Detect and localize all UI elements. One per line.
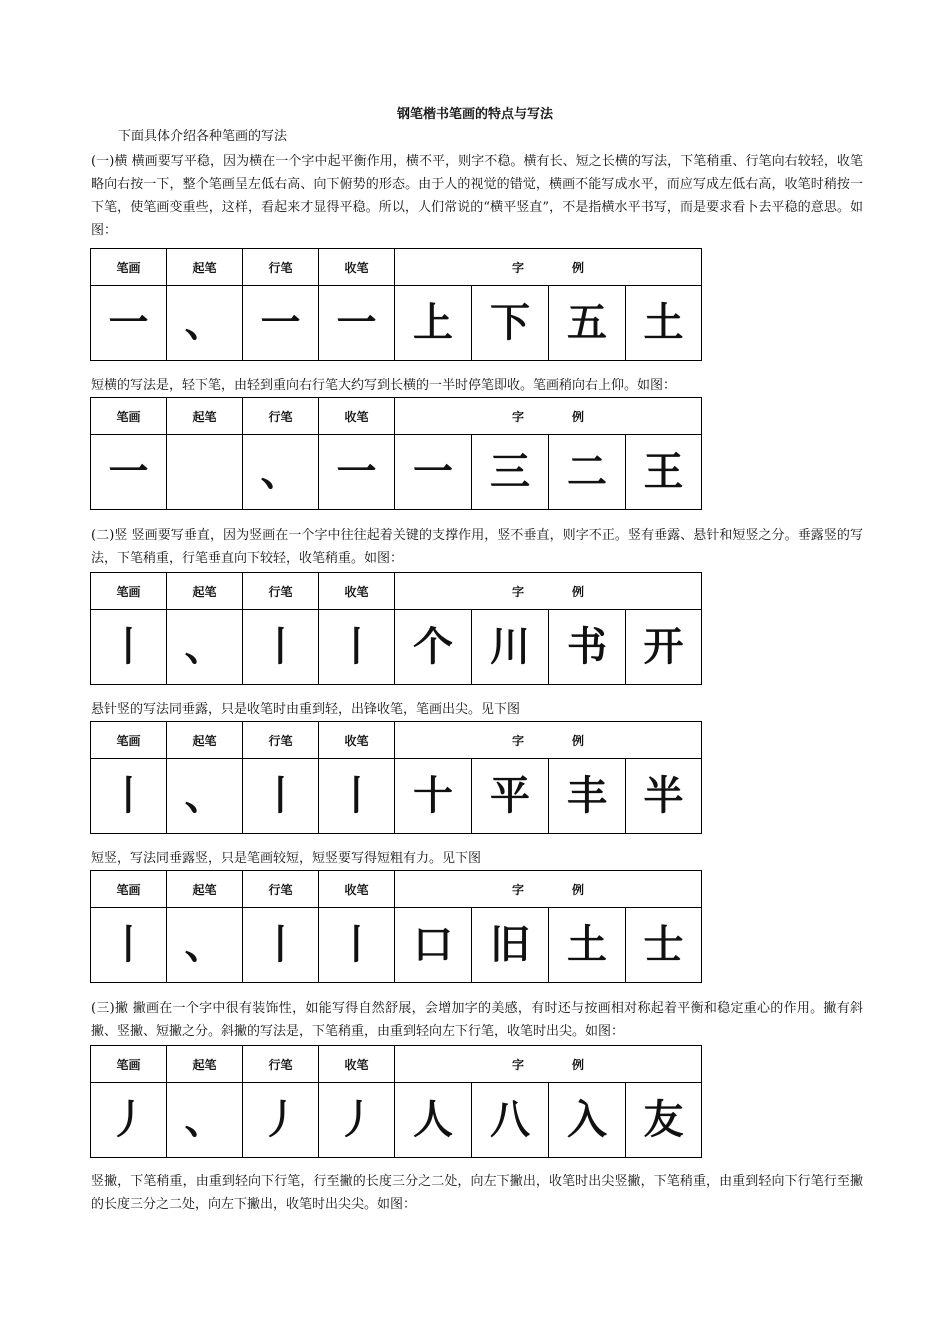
section-pie-text: (三)撇 撇画在一个字中很有装饰性，如能写得自然舒展，会增加字的美感，有时还与按画相对称起着平衡和稳定重心的作用。撇有斜撇、竖撇、短撇之分。斜撇的写法是，下笔稍重，由重到轻向左下行笔，收笔时出尖。如图： (91, 1001, 863, 1039)
cell-example: 友 (626, 1083, 702, 1158)
cell-example: 士 (626, 908, 702, 983)
header-start: 起笔 (167, 1046, 243, 1083)
header-start: 起笔 (167, 722, 243, 759)
stroke-table-pie (90, 1045, 702, 1158)
header-stroke: 笔画 (91, 722, 167, 759)
cell-stroke: 丨 (91, 759, 167, 834)
stroke-table-xuanzhen (90, 721, 702, 834)
cell-example: 半 (626, 759, 702, 834)
cell-move: 一 (243, 286, 319, 361)
cell-end: 丨 (319, 759, 395, 834)
cell-example: 口 (395, 908, 472, 983)
header-stroke: 笔画 (91, 1046, 167, 1083)
cell-example: 土 (549, 908, 626, 983)
cell-example: 川 (472, 610, 549, 685)
section-heng-text: (一)横 横画要写平稳，因为横在一个字中起平衡作用，横不平，则字不稳。横有长、短之长横的写法，下笔稍重、行笔向右较轻，收笔略向右按一下，整个笔画呈左低右高、向下俯势的形态。由于人的视觉的错觉，横画不能写成水平，而应写成左低右高，收笔时稍按一下笔，使笔画变重些，这样，看起来才显得平稳。所以，人们常说的“横平竖直”，不是指横水平书写，而是要求看卜去平稳的意思。如图： (91, 154, 863, 238)
header-move: 行笔 (243, 871, 319, 908)
cell-example: 土 (626, 286, 702, 361)
cell-example: 平 (472, 759, 549, 834)
header-examples: 字 例 (395, 722, 702, 759)
cell-stroke: 丿 (91, 1083, 167, 1158)
cell-start: 、 (167, 610, 243, 685)
intro-text: 下面具体介绍各种笔画的写法 (118, 129, 288, 144)
cell-end: 丨 (319, 908, 395, 983)
header-stroke: 笔画 (91, 249, 167, 286)
header-examples: 字 例 (395, 1046, 702, 1083)
cell-example: 人 (395, 1083, 472, 1158)
cell-stroke: 一 (91, 435, 167, 510)
cell-move: 丨 (243, 759, 319, 834)
cell-example: 八 (472, 1083, 549, 1158)
header-examples: 字 例 (395, 249, 702, 286)
cell-example: 二 (549, 435, 626, 510)
cell-start: 、 (167, 759, 243, 834)
cell-stroke: 丨 (91, 610, 167, 685)
stroke-table-chuilu (90, 572, 702, 685)
cell-end: 丨 (319, 610, 395, 685)
cell-start: 、 (167, 908, 243, 983)
header-stroke: 笔画 (91, 871, 167, 908)
cell-example: 书 (549, 610, 626, 685)
cell-move: 丿 (243, 1083, 319, 1158)
cell-start: 、 (167, 286, 243, 361)
cell-example: 个 (395, 610, 472, 685)
section-short-heng-text: 短横的写法是，轻下笔，由轻到重向右行笔大约写到长横的一半时停笔即收。笔画稍向右上仰。如图： (91, 378, 677, 393)
cell-example: 丰 (549, 759, 626, 834)
header-move: 行笔 (243, 249, 319, 286)
header-end: 收笔 (319, 573, 395, 610)
cell-example: 王 (626, 435, 702, 510)
stroke-table-short-shu (90, 870, 702, 983)
header-move: 行笔 (243, 573, 319, 610)
cell-example: 三 (472, 435, 549, 510)
cell-end: 一 (319, 286, 395, 361)
cell-end: 丿 (319, 1083, 395, 1158)
header-start: 起笔 (167, 871, 243, 908)
cell-end: 一 (319, 435, 395, 510)
section-short-shu-text: 短竖，写法同垂露竖，只是笔画较短，短竖要写得短粗有力。见下图 (91, 851, 482, 866)
header-examples: 字 例 (395, 573, 702, 610)
cell-example: 旧 (472, 908, 549, 983)
cell-move: 丨 (243, 908, 319, 983)
cell-start (167, 435, 243, 510)
cell-example: 一 (395, 435, 472, 510)
header-end: 收笔 (319, 722, 395, 759)
cell-start: 、 (167, 1083, 243, 1158)
page-title: 钢笔楷书笔画的特点与写法 (396, 107, 553, 122)
section-shupie-text: 竖撇，下笔稍重，由重到轻向下行笔，行至撇的长度三分之二处，向左下撇出，收笔时出尖竖撇，下笔稍重，由重到轻向下行笔行至撇的长度三分之二处，向左下撇出，收笔时出尖尖。如图： (91, 1174, 863, 1212)
cell-example: 入 (549, 1083, 626, 1158)
header-start: 起笔 (167, 249, 243, 286)
header-stroke: 笔画 (91, 573, 167, 610)
header-examples: 字 例 (395, 871, 702, 908)
header-start: 起笔 (167, 573, 243, 610)
section-xuanzhen-text: 悬针竖的写法同垂露，只是收笔时由重到轻，出锋收笔，笔画出尖。见下图 (91, 702, 521, 717)
cell-example: 开 (626, 610, 702, 685)
cell-move: 丨 (243, 610, 319, 685)
cell-move: 、 (243, 435, 319, 510)
header-end: 收笔 (319, 398, 395, 435)
header-move: 行笔 (243, 398, 319, 435)
cell-example: 十 (395, 759, 472, 834)
header-end: 收笔 (319, 871, 395, 908)
stroke-table-short-heng (90, 397, 702, 510)
header-move: 行笔 (243, 722, 319, 759)
cell-example: 上 (395, 286, 472, 361)
header-examples: 字 例 (395, 398, 702, 435)
cell-stroke: 丨 (91, 908, 167, 983)
header-start: 起笔 (167, 398, 243, 435)
header-move: 行笔 (243, 1046, 319, 1083)
header-end: 收笔 (319, 249, 395, 286)
stroke-table-heng (90, 248, 702, 361)
header-end: 收笔 (319, 1046, 395, 1083)
cell-stroke: 一 (91, 286, 167, 361)
cell-example: 下 (472, 286, 549, 361)
header-stroke: 笔画 (91, 398, 167, 435)
cell-example: 五 (549, 286, 626, 361)
section-shu-text: (二)竖 竖画要写垂直，因为竖画在一个字中往往起着关键的支撑作用，竖不垂直，则字不正。竖有垂露、悬针和短竖之分。垂露竖的写法，下笔稍重，行笔垂直向下较轻，收笔稍重。如图： (91, 528, 863, 566)
